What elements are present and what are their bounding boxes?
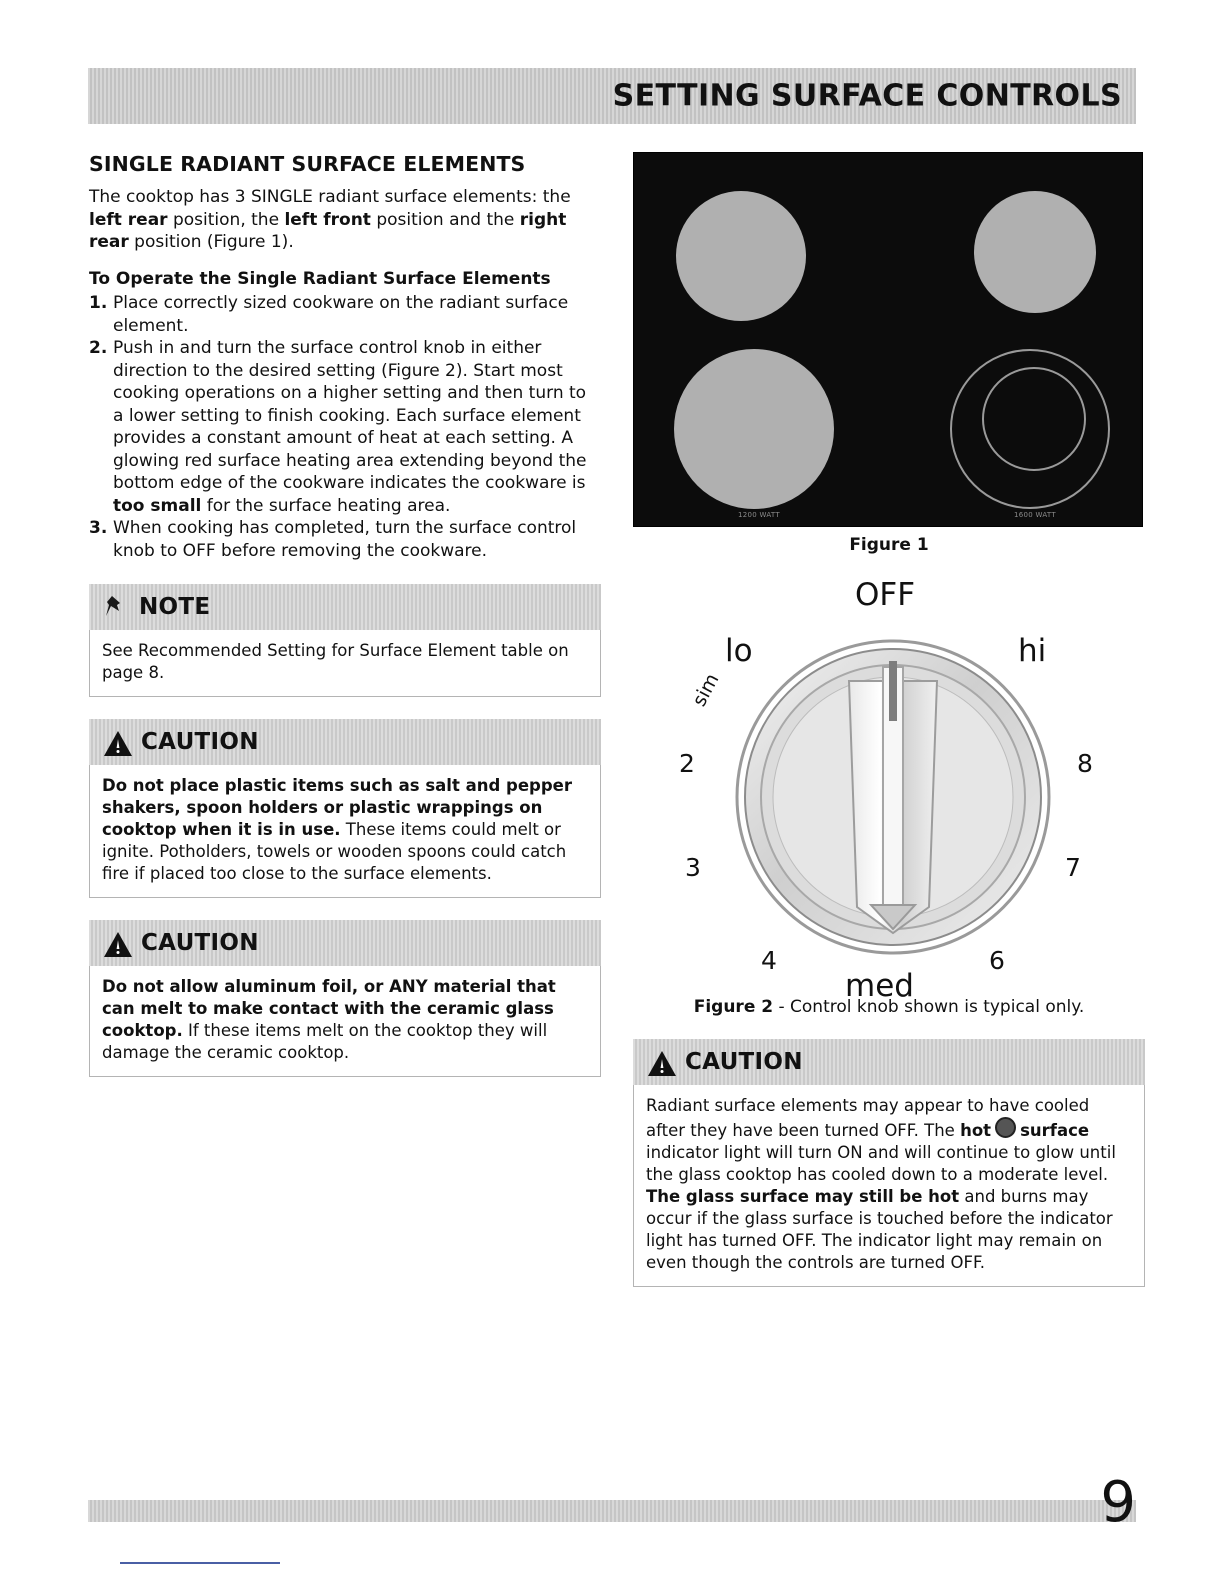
caution-3-surface: surface: [1020, 1121, 1090, 1140]
caution-3-p2: indicator light will turn ON and will continue to glow until the glass cooktop has cooled down to a moderate level.: [646, 1143, 1116, 1184]
note-callout: [89, 584, 601, 697]
caution-callout-3-body: [633, 1085, 1145, 1287]
control-knob-graphic[interactable]: [733, 637, 1053, 957]
knob-label-off: OFF: [855, 577, 916, 613]
control-knob-figure: [633, 571, 1145, 1004]
right-column: [633, 152, 1145, 1287]
step-text: Place correctly sized cookware on the radiant surface element.: [113, 293, 569, 336]
knob-label-2: 2: [679, 749, 695, 778]
burner-left-front: [674, 349, 834, 509]
list-item: [89, 337, 601, 517]
intro-bold-left-rear: left rear: [89, 209, 168, 230]
knob-label-7: 7: [1065, 853, 1081, 882]
intro-text-g: position (Figure 1).: [128, 232, 294, 252]
knob-label-hi: hi: [1018, 633, 1047, 669]
step-number: 1.: [89, 293, 108, 313]
cooktop-right-wattage-label: 1600 WATT: [1014, 511, 1056, 519]
caution-callout-3: [633, 1039, 1145, 1287]
caution-3-hot: hot: [960, 1121, 992, 1140]
caution-3-p3: and burns may occur if the glass surface is touched before the indicator light has turned OFF. The indicator light may remain on even though the controls are turned OFF.: [646, 1187, 1113, 1272]
caution-callout-3-header: [633, 1039, 1145, 1085]
knob-label-sim: sim: [688, 669, 724, 711]
caution-label: CAUTION: [685, 1049, 803, 1075]
figure-2-caption-lead: Figure 2: [693, 997, 774, 1017]
intro-paragraph: [89, 186, 601, 254]
intro-bold-right-rear: right rear: [89, 209, 567, 252]
step-number: 3.: [89, 518, 108, 538]
caution-1-rest: These items could melt or ignite. Potholders, towels or wooden spoons could catch fire if placed too close to the surface elements.: [102, 820, 567, 883]
figure-2-caption-rest: - Control knob shown is typical only.: [773, 997, 1085, 1017]
figure-1-caption: Figure 1: [849, 535, 929, 555]
step-text-a: Push in and turn the surface control knob in either direction to the desired setting (Figure 2). Start most cooking operations on a higher setting and then turn to a lower setting to finish cooking. Each surface element provides a constant amount of heat at each setting. A glowing red surface heating area extending beyond the bottom edge of the cookware indicates the cookware is: [113, 338, 587, 493]
page-number: 9: [1100, 1470, 1136, 1535]
caution-3-bold2: The glass surface may still be hot: [646, 1187, 960, 1206]
operating-steps-list: [89, 292, 601, 562]
burner-right-front-inner-ring: [982, 367, 1086, 471]
knob-label-6: 6: [989, 946, 1005, 975]
caution-callout-2: [89, 920, 601, 1077]
caution-1-bold: Do not place plastic items such as salt and pepper shakers, spoon holders or plastic wrappings on cooktop when it is in use.: [102, 776, 572, 839]
list-item: [89, 517, 601, 562]
note-callout-header: [89, 584, 601, 630]
intro-bold-left-front: left front: [284, 209, 371, 230]
page-footer-band: [88, 1500, 1136, 1522]
subsection-title: To Operate the Single Radiant Surface Elements: [89, 268, 551, 289]
burner-right-rear: [974, 191, 1096, 313]
push-pin-icon: [103, 594, 127, 620]
step-bold-too-small: too small: [113, 495, 202, 516]
caution-callout-2-header: [89, 920, 601, 966]
left-column: [89, 152, 601, 1077]
burner-left-rear: [676, 191, 806, 321]
page-header-band: [88, 68, 1136, 124]
note-callout-body: See Recommended Setting for Surface Element table on page 8.: [89, 630, 601, 697]
caution-label: CAUTION: [141, 729, 259, 755]
caution-label: CAUTION: [141, 930, 259, 956]
caution-callout-1-header: [89, 719, 601, 765]
caution-3-p1: Radiant surface elements may appear to have cooled after they have been turned OFF. The: [646, 1096, 1090, 1140]
intro-text-e: position and the: [370, 209, 520, 230]
knob-label-4: 4: [761, 946, 777, 975]
step-text: When cooking has completed, turn the surface control knob to OFF before removing the cookware.: [113, 518, 577, 561]
step-text-b: for the surface heating area.: [201, 495, 451, 516]
knob-label-lo: lo: [725, 633, 753, 669]
caution-callout-1: [89, 719, 601, 898]
page-title: SETTING SURFACE CONTROLS: [612, 78, 1122, 114]
knob-label-med: med: [845, 968, 914, 1004]
cooktop-left-wattage-label: 1200 WATT: [738, 511, 780, 519]
section-title: SINGLE RADIANT SURFACE ELEMENTS: [89, 152, 526, 176]
step-number: 2.: [89, 338, 108, 358]
hot-surface-indicator-icon: [995, 1117, 1016, 1138]
caution-2-bold: Do not allow aluminum foil, or ANY material that can melt to make contact with the ceramic glass cooktop.: [102, 977, 556, 1040]
cooktop-figure: [633, 152, 1143, 527]
bottom-rule: [120, 1562, 280, 1564]
warning-triangle-icon: [103, 730, 129, 754]
warning-triangle-icon: [647, 1050, 673, 1074]
note-label: NOTE: [139, 594, 211, 620]
caution-2-rest: If these items melt on the cooktop they will damage the ceramic cooktop.: [102, 1021, 548, 1062]
caution-callout-2-body: [89, 966, 601, 1077]
knob-label-8: 8: [1077, 749, 1093, 778]
intro-text-a: The cooktop has 3 SINGLE radiant surface elements: the: [89, 187, 571, 207]
intro-text-c: position, the: [167, 209, 285, 230]
warning-triangle-icon: [103, 931, 129, 955]
caution-callout-1-body: [89, 765, 601, 898]
knob-label-3: 3: [685, 853, 701, 882]
list-item: [89, 292, 601, 337]
